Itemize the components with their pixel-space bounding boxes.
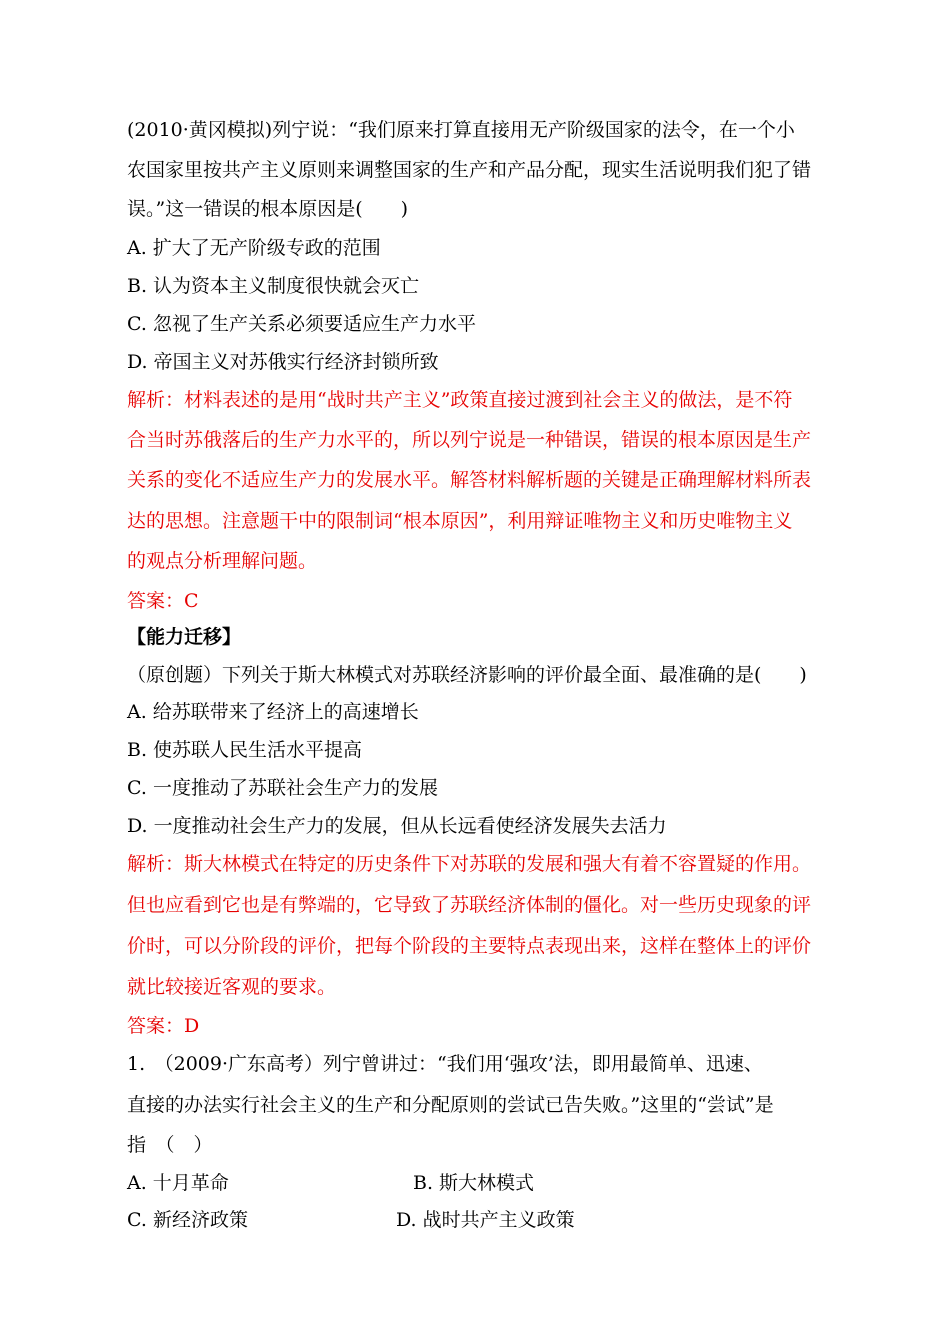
q3-option-c: C. 新经济政策 — [127, 1209, 248, 1231]
q3-stem-line-3: 指 （ ） — [127, 1134, 213, 1156]
q2-analysis-line-3: 价时，可以分阶段的评价，把每个阶段的主要特点表现出来，这样在整体上的评价 — [127, 935, 812, 957]
q1-stem-line-3: 误。”这一错误的根本原因是( ) — [127, 198, 409, 220]
q1-answer: 答案：C — [127, 590, 199, 612]
q3-option-d: D. 战时共产主义政策 — [396, 1209, 575, 1231]
q3-stem-line-1: 1. （2009·广东高考）列宁曾讲过：“我们用‘强攻’法，即用最简单、迅速、 — [127, 1053, 763, 1075]
q2-analysis-line-4: 就比较接近客观的要求。 — [127, 976, 337, 998]
q1-option-d: D. 帝国主义对苏俄实行经济封锁所致 — [127, 351, 439, 373]
q1-analysis-line-5: 的观点分析理解问题。 — [127, 550, 318, 572]
section-heading: 【能力迁移】 — [127, 626, 242, 648]
q2-analysis-line-1: 解析：斯大林模式在特定的历史条件下对苏联的发展和强大有着不容置疑的作用。 — [127, 853, 812, 875]
q1-option-a: A. 扩大了无产阶级专政的范围 — [127, 237, 381, 259]
q1-stem-line-2: 农国家里按共产主义原则来调整国家的生产和产品分配，现实生活说明我们犯了错 — [127, 159, 812, 181]
q1-analysis-line-3: 关系的变化不适应生产力的发展水平。解答材料解析题的关键是正确理解材料所表 — [127, 469, 812, 491]
q2-option-b: B. 使苏联人民生活水平提高 — [127, 739, 363, 761]
q2-option-a: A. 给苏联带来了经济上的高速增长 — [127, 701, 419, 723]
q1-analysis-line-4: 达的思想。注意题干中的限制词“根本原因”，利用辩证唯物主义和历史唯物主义 — [127, 510, 793, 532]
q2-analysis-line-2: 但也应看到它也是有弊端的，它导致了苏联经济体制的僵化。对一些历史现象的评 — [127, 894, 812, 916]
q1-stem-line-1: (2010·黄冈模拟)列宁说：“我们原来打算直接用无产阶级国家的法令，在一个小 — [127, 119, 795, 141]
q1-analysis-line-1: 解析：材料表述的是用“战时共产主义”政策直接过渡到社会主义的做法，是不符 — [127, 389, 793, 411]
q1-option-b: B. 认为资本主义制度很快就会灭亡 — [127, 275, 420, 297]
q2-stem: （原创题）下列关于斯大林模式对苏联经济影响的评价最全面、最准确的是( ) — [127, 664, 807, 686]
q1-option-c: C. 忽视了生产关系必须要适应生产力水平 — [127, 313, 476, 335]
q2-option-c: C. 一度推动了苏联社会生产力的发展 — [127, 777, 438, 799]
q1-analysis-line-2: 合当时苏俄落后的生产力水平的，所以列宁说是一种错误，错误的根本原因是生产 — [127, 429, 812, 451]
q2-answer: 答案：D — [127, 1015, 200, 1037]
q2-option-d: D. 一度推动社会生产力的发展，但从长远看使经济发展失去活力 — [127, 815, 667, 837]
q3-stem-line-2: 直接的办法实行社会主义的生产和分配原则的尝试已告失败。”这里的“尝试”是 — [127, 1094, 774, 1116]
q3-option-a: A. 十月革命 — [127, 1172, 229, 1194]
q3-option-b: B. 斯大林模式 — [413, 1172, 535, 1194]
